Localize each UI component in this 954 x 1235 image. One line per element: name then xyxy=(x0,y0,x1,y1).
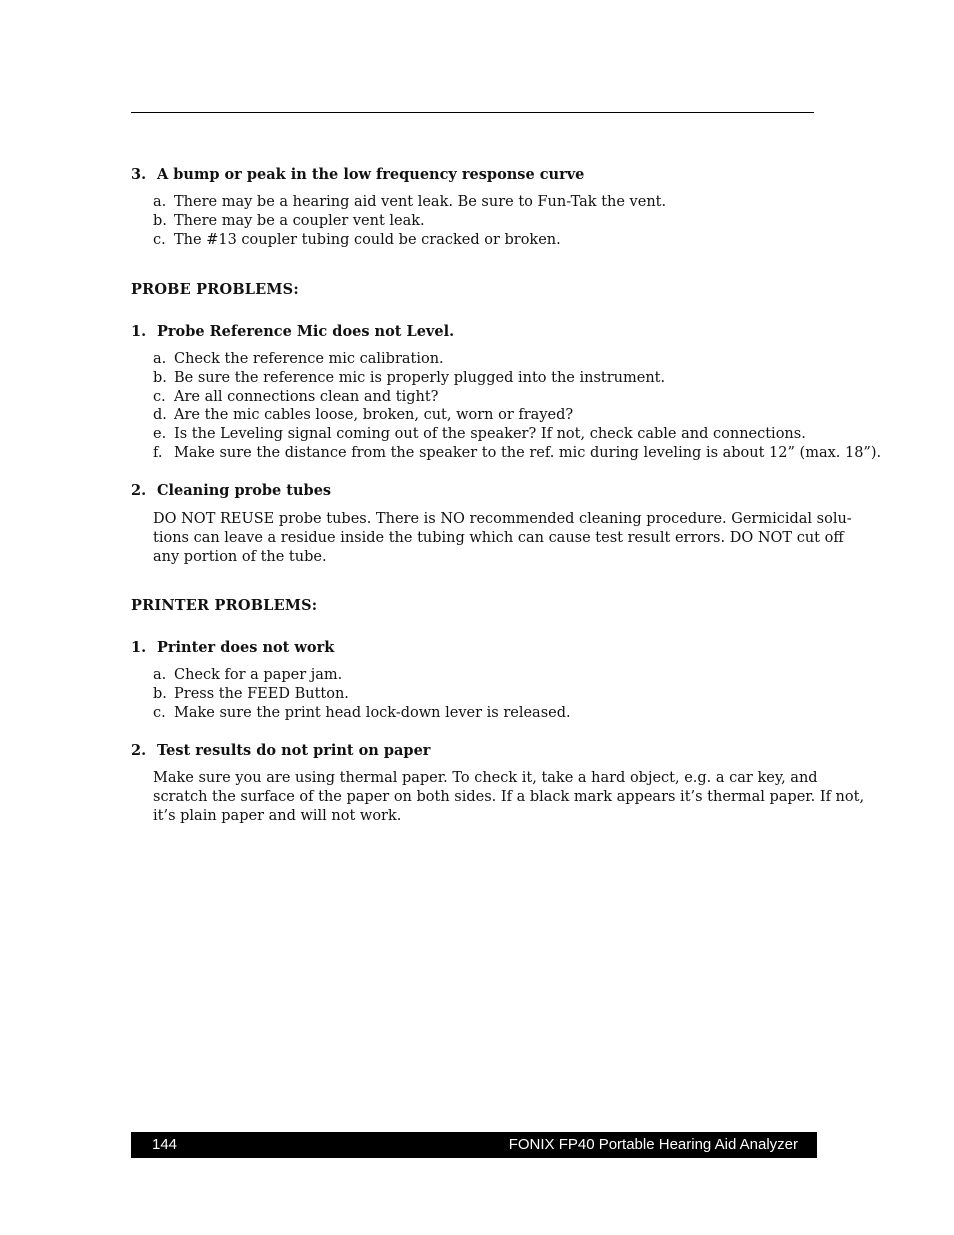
list-item: f. Make sure the distance from the speaker to the ref. mic during leveling is about 12” (max. 18”). xyxy=(153,444,882,461)
page-number: 144 xyxy=(152,1136,178,1153)
list-item: a. Check for a paper jam. xyxy=(153,667,343,683)
printer-steps-list xyxy=(153,666,571,722)
list-item: b. There may be a coupler vent leak. xyxy=(153,212,425,229)
item-number: 1. xyxy=(131,323,147,340)
list-item: c. The #13 coupler tubing could be cracked or broken. xyxy=(153,231,561,248)
section-title-printer-problems: PRINTER PROBLEMS: xyxy=(131,597,318,614)
item-title: Cleaning probe tubes xyxy=(157,482,332,499)
item-heading-test-results-print xyxy=(131,742,430,760)
item-number: 3. xyxy=(131,166,147,183)
list-item: b. Press the FEED Button. xyxy=(153,685,349,702)
page-footer xyxy=(131,1132,817,1158)
cleaning-probe-tubes-paragraph: DO NOT REUSE probe tubes. There is NO recommended cleaning procedure. Germicidal solu- tions can leave a residue inside the tubing which can cause test result errors. DO NOT cut off any portion of the tube. xyxy=(153,511,852,565)
footer-document-title: FONIX FP40 Portable Hearing Aid Analyzer xyxy=(508,1136,798,1153)
item-title: Printer does not work xyxy=(157,639,335,656)
list-item: a. Check the reference mic calibration. xyxy=(153,351,444,367)
item-heading-printer-does-not-work xyxy=(131,639,334,657)
list-item: b. Be sure the reference mic is properly plugged into the instrument. xyxy=(153,369,666,386)
thermal-paper-paragraph: Make sure you are using thermal paper. To check it, take a hard object, e.g. a car key, and scratch the surface of the paper on both sides. If a black mark appears it’s thermal paper. If not, it’s plain paper and will not work. xyxy=(153,770,865,824)
item-heading-low-frequency-bump xyxy=(131,166,584,184)
item-number: 2. xyxy=(131,742,147,759)
item-title: A bump or peak in the low frequency response curve xyxy=(157,166,585,183)
list-item: c. Make sure the print head lock-down lever is released. xyxy=(153,704,571,721)
header-rule xyxy=(131,112,814,113)
list-item: c. Are all connections clean and tight? xyxy=(153,388,439,405)
item-heading-reference-mic xyxy=(131,323,454,341)
item-number: 1. xyxy=(131,639,147,656)
item-title: Test results do not print on paper xyxy=(157,742,431,759)
item-number: 2. xyxy=(131,482,147,499)
section-title-probe-problems: PROBE PROBLEMS: xyxy=(131,281,299,298)
item-heading-cleaning-probe-tubes xyxy=(131,482,331,500)
list-item: a. There may be a hearing aid vent leak. Be sure to Fun-Tak the vent. xyxy=(153,194,667,210)
list-item: e. Is the Leveling signal coming out of the speaker? If not, check cable and connections. xyxy=(153,426,806,443)
reference-mic-steps-list xyxy=(153,350,881,463)
list-item: d. Are the mic cables loose, broken, cut, worn or frayed? xyxy=(153,407,574,424)
item-title: Probe Reference Mic does not Level. xyxy=(157,323,455,340)
low-frequency-steps-list xyxy=(153,193,666,249)
